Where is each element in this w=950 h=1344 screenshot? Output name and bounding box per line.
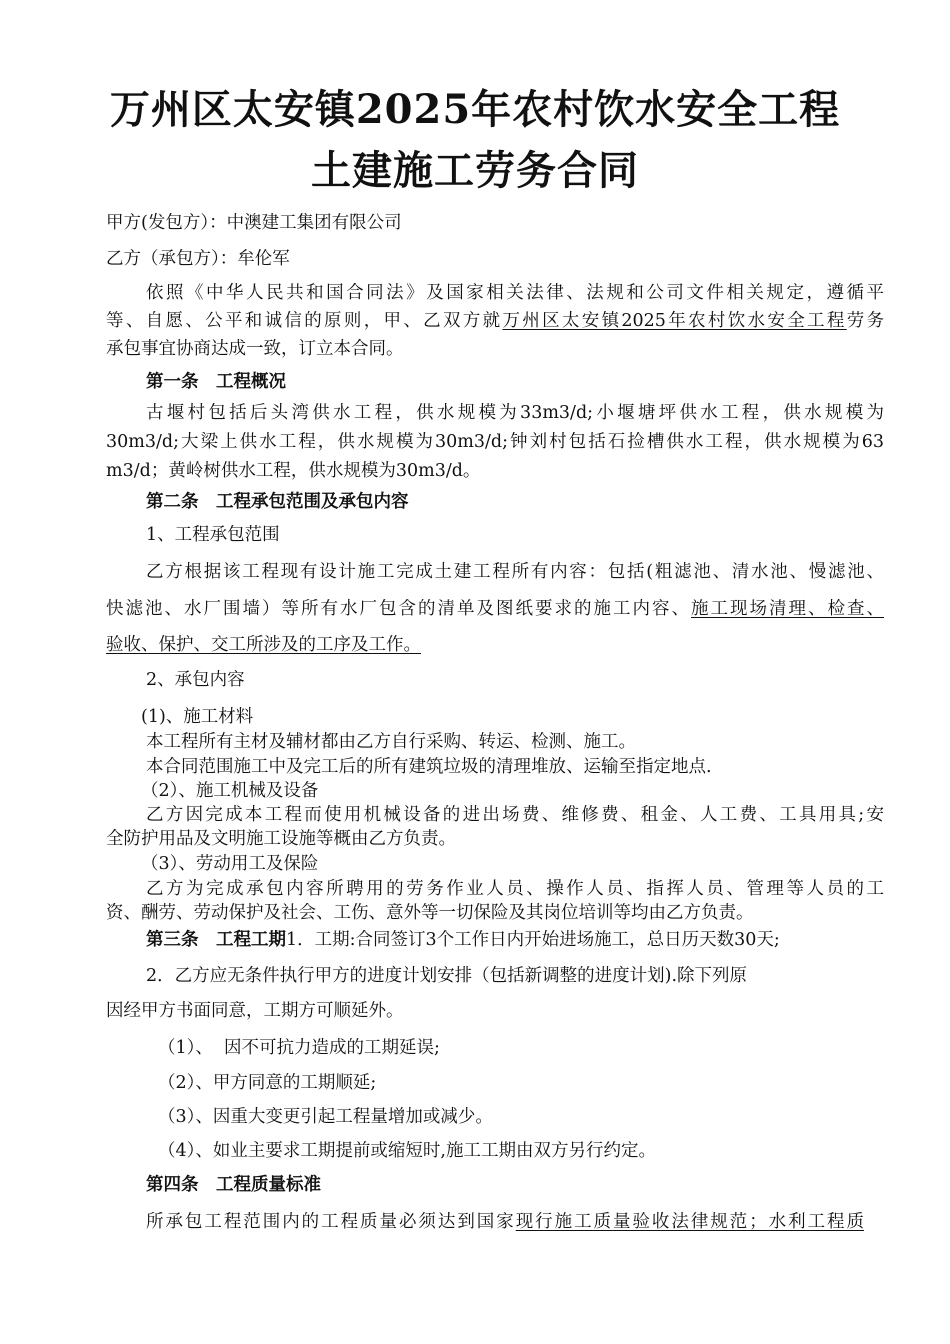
schedule-item1: （1）、 因不可抗力造成的工期延误; <box>158 1038 440 1058</box>
article4-heading: 第四条 工程质量标准 <box>146 1175 321 1195</box>
schedule-item3: （3）、因重大变更引起工程量增加或减少。 <box>158 1107 493 1127</box>
content-item2: （2）、施工机械及设备 <box>141 781 319 801</box>
article1-line3: m3/d；黄岭树供水工程，供水规模为30m3/d。 <box>106 461 481 481</box>
article3-para2-line1: 2．乙方应无条件执行甲方的进度计划安排（包括新调整的进度计划).除下列原 <box>146 966 748 986</box>
article2-scope-line3: 验收、保护、交工所涉及的工序及工作。 <box>106 635 421 655</box>
content-item2-line1: 乙方因完成本工程而使用机械设备的进出场费、维修费、租金、人工费、工具用具;安 <box>146 805 884 825</box>
article3-heading: 第三条 工程工期 <box>146 930 286 950</box>
article2-scope-line2: 快滤池、水厂围墙）等所有水厂包含的清单及图纸要求的施工内容、施工现场清理、检查、 <box>106 599 884 619</box>
intro-line1: 依照《中华人民共和国合同法》及国家相关法律、法规和公司文件相关规定，遵循平 <box>146 283 884 303</box>
party-a: 甲方(发包方）：中澳建工集团有限公司 <box>106 213 402 233</box>
schedule-item4: （4）、如业主要求工期提前或缩短时,施工工期由双方另行约定。 <box>158 1141 656 1161</box>
intro-line2: 等、自愿、公平和诚信的原则，甲、乙双方就万州区太安镇2025年农村饮水安全工程劳务 <box>106 311 885 331</box>
schedule-item2: （2）、甲方同意的工期顺延; <box>158 1073 377 1093</box>
content-item3-line1: 乙方为完成承包内容所聘用的劳务作业人员、操作人员、指挥人员、管理等人员的工 <box>146 879 884 899</box>
scope-underlined-1: 施工现场清理、检查、 <box>691 599 884 619</box>
content-item3: （3）、劳动用工及保险 <box>141 854 319 874</box>
content-item1-text1: 本工程所有主材及辅材都由乙方自行采购、转运、检测、施工。 <box>146 732 636 752</box>
article2-sub2: 2、承包内容 <box>146 670 245 690</box>
party-b: 乙方（承包方）：牟伦军 <box>106 249 290 269</box>
article1-heading: 第一条 工程概况 <box>146 372 286 392</box>
document-title-line2: 土建施工劳务合同 <box>311 147 639 194</box>
content-item3-line2: 资、酬劳、劳动保护及社会、工伤、意外等一切保险及其岗位培训等均由乙方负责。 <box>106 903 754 923</box>
content-item2-line2: 全防护用品及文明施工设施等概由乙方负责。 <box>106 829 456 849</box>
project-name-underlined: 万州区太安镇2025年农村饮水安全工程 <box>502 311 847 331</box>
intro-line3: 承包事宜协商达成一致，订立本合同。 <box>106 339 404 359</box>
article3-para2-line2: 因经甲方书面同意，工期方可顺延外。 <box>106 1001 404 1021</box>
article1-line2: 30m3/d;大梁上供水工程，供水规模为30m3/d;钟刘村包括石捡槽供水工程，供水规模为63 <box>106 432 884 452</box>
article2-heading: 第二条 工程承包范围及承包内容 <box>146 492 409 512</box>
quality-standard-underlined: 现行施工质量验收法律规范；水利工程质 <box>515 1212 865 1232</box>
article2-scope-line1: 乙方根据该工程现有设计施工完成土建工程所有内容：包括(粗滤池、清水池、慢滤池、 <box>146 562 884 582</box>
article3-first-line: 第三条 工程工期1．工期:合同签订3个工作日内开始进场施工，总日历天数30天; <box>146 930 780 950</box>
article4-line1: 所承包工程范围内的工程质量必须达到国家现行施工质量验收法律规范；水利工程质 <box>146 1212 865 1232</box>
content-item1-text2: 本合同范围施工中及完工后的所有建筑垃圾的清理堆放、运输至指定地点. <box>146 757 712 777</box>
article2-sub1: 1、工程承包范围 <box>146 525 280 545</box>
article1-line1: 古堰村包括后头湾供水工程，供水规模为33m3/d;小堰塘坪供水工程，供水规模为 <box>146 403 884 423</box>
content-item1: (1)、施工材料 <box>141 707 254 727</box>
document-title-line1: 万州区太安镇2025年农村饮水安全工程 <box>109 86 841 133</box>
